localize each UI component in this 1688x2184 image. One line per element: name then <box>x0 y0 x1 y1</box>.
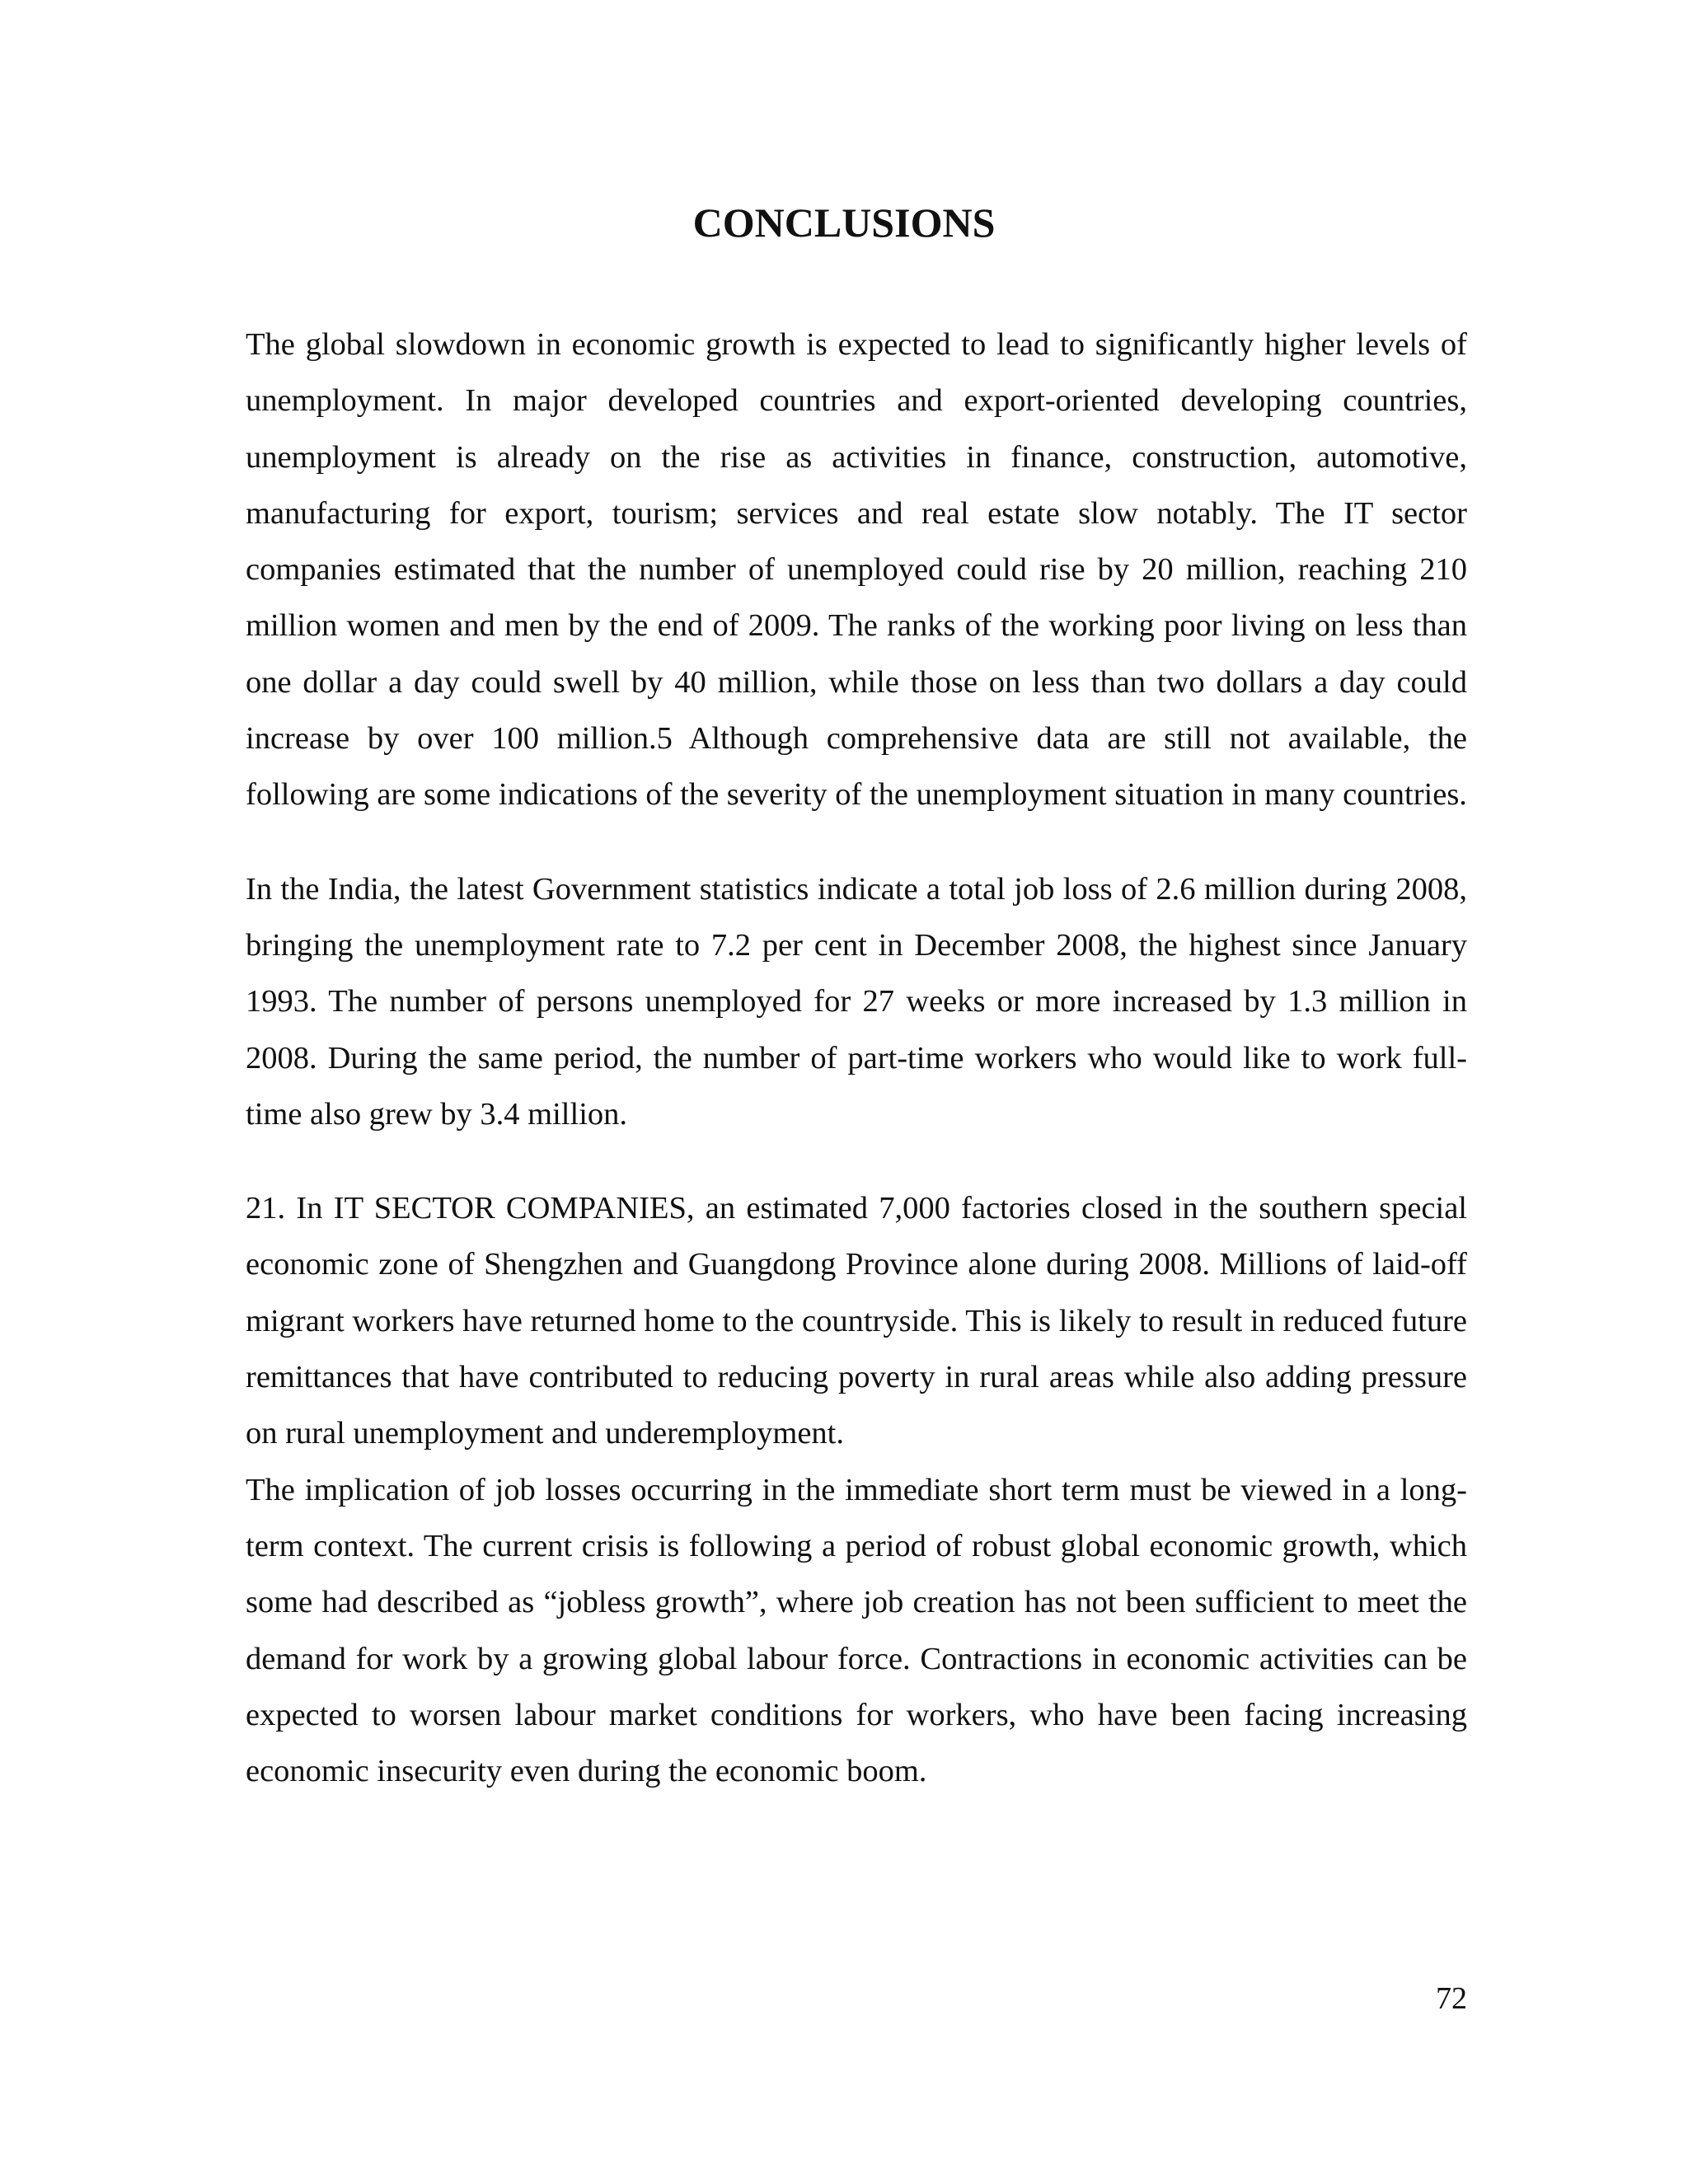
paragraph-india-statistics: In the India, the latest Government statistics indicate a total job loss of 2.6 million during 2008, bringing the unemployment rate to 7.2 per cent in December 2008, the highest since January 1993. The number of persons unemployed for 27 weeks or more increased by 1.3 million in 2008. During the same period, the number of part-time workers who would like to work full-time also grew by 3.4 million. <box>246 871 1467 1132</box>
document-body <box>246 316 1467 1799</box>
paragraph-it-sector-companies: 21. In IT SECTOR COMPANIES, an estimated 7,000 factories closed in the southern special economic zone of Shengzhen and Guangdong Province alone during 2008. Millions of laid-off migrant workers have returned home to the countryside. This is likely to result in reduced future remittances that have contributed to reducing poverty in rural areas while also adding pressure on rural unemployment and underemployment. <box>246 1191 1467 1451</box>
paragraph-global-slowdown: The global slowdown in economic growth is expected to lead to significantly higher levels of unemployment. In major developed countries and export-oriented developing countries, unemployment is already on the rise as activities in finance, construction, automotive, manufacturing for export, tourism; services and real estate slow notably. The IT sector companies estimated that the number of unemployed could rise by 20 million, reaching 210 million women and men by the end of 2009. The ranks of the working poor living on less than one dollar a day could swell by 40 million, while those on less than two dollars a day could increase by over 100 million.5 Although comprehensive data are still not available, the following are some indications of the severity of the unemployment situation in many countries. <box>246 327 1467 813</box>
page-title: CONCLUSIONS <box>692 199 996 246</box>
page-number: 72 <box>1436 1981 1467 2016</box>
paragraph-job-loss-implication: The implication of job losses occurring in the immediate short term must be viewed in a long-term context. The current crisis is following a period of robust global economic growth, which some had described as “jobless growth”, where job creation has not been sufficient to meet the demand for work by a growing global labour force. Contractions in economic activities can be expected to worsen labour market conditions for workers, who have been facing increasing economic insecurity even during the economic boom. <box>246 1472 1467 1789</box>
